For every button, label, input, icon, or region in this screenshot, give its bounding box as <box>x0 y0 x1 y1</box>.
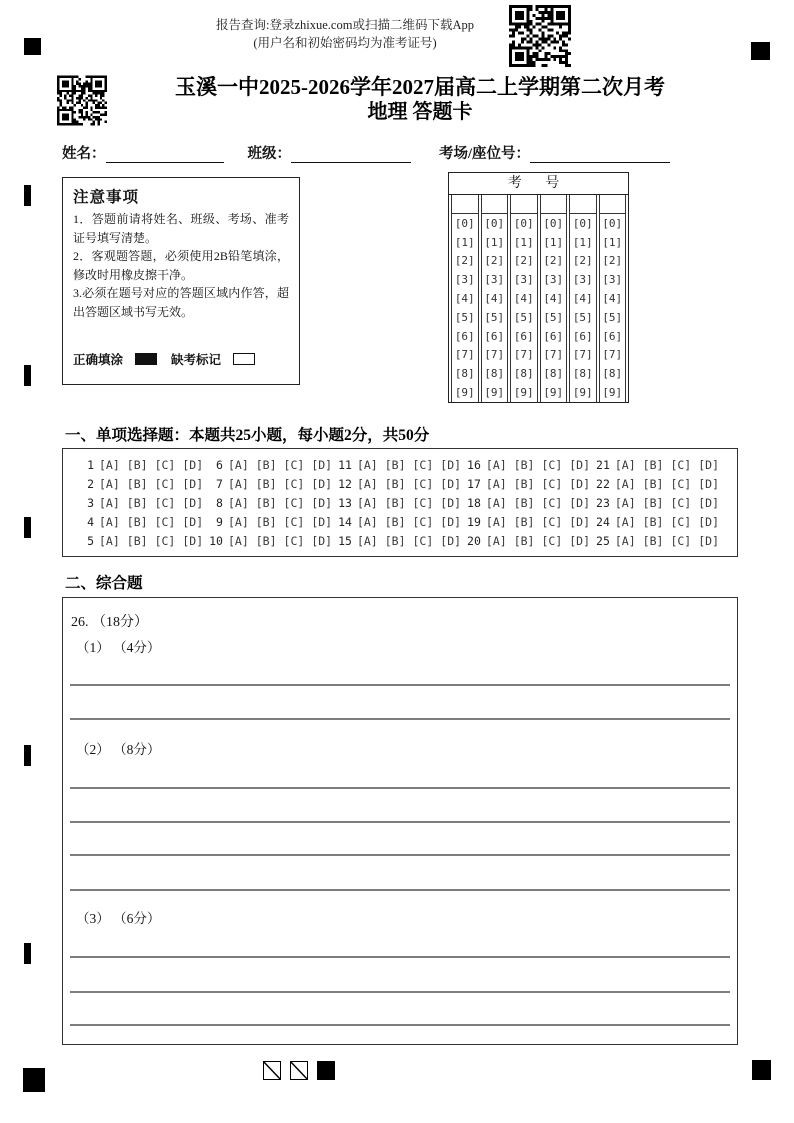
mc-option-bubble[interactable]: [A] <box>356 533 378 548</box>
exam-number-digit-bubble[interactable]: [6] <box>572 329 593 343</box>
exam-number-digit-bubble[interactable]: [6] <box>484 329 505 343</box>
mc-option-bubble[interactable]: [D] <box>569 457 591 472</box>
mc-option-bubble[interactable]: [C] <box>541 495 563 510</box>
mc-option-bubble[interactable]: [D] <box>440 495 462 510</box>
exam-number-digit-bubble[interactable]: [4] <box>454 292 475 306</box>
mc-option-bubble[interactable]: [C] <box>154 514 176 529</box>
exam-number-digit-bubble[interactable]: [1] <box>513 235 534 249</box>
report-query-note <box>130 16 560 52</box>
exam-number-digit-bubble[interactable]: [8] <box>543 367 564 381</box>
mc-option-bubble[interactable]: [B] <box>513 495 535 510</box>
mc-option-bubble[interactable]: [A] <box>356 476 378 491</box>
registration-mark-left <box>24 943 31 964</box>
exam-number-digit-bubble[interactable]: [2] <box>602 254 623 268</box>
mc-option-bubble[interactable]: [D] <box>698 514 719 529</box>
exam-number-digit-bubble[interactable]: [7] <box>513 348 534 362</box>
mc-question-row <box>77 534 203 548</box>
exam-number-digit-bubble[interactable]: [4] <box>543 292 564 306</box>
section2-title: 二、综合题 <box>65 575 143 592</box>
exam-number-digit-bubble[interactable]: [2] <box>484 254 505 268</box>
mc-option-bubble[interactable]: [D] <box>698 533 719 548</box>
mc-option-bubble[interactable]: [C] <box>154 457 176 472</box>
mc-option-bubble[interactable]: [B] <box>513 533 535 548</box>
mc-question-row <box>206 477 332 491</box>
mc-option-bubble[interactable]: [C] <box>412 495 434 510</box>
exam-number-column <box>510 195 538 402</box>
calibration-slash-mark-icon <box>263 1061 281 1080</box>
mc-question-row <box>335 496 461 510</box>
mc-option-bubble[interactable]: [A] <box>227 533 249 548</box>
mc-option-bubble[interactable]: [C] <box>541 533 563 548</box>
absent-mark-sample-icon <box>233 353 255 365</box>
mc-question-number: 16 <box>467 457 481 472</box>
exam-number-digit-bubble[interactable]: [4] <box>572 292 593 306</box>
mc-option-bubble[interactable]: [B] <box>642 457 664 472</box>
exam-number-digit-bubble[interactable]: [5] <box>602 310 623 324</box>
exam-number-digit-bubble[interactable]: [7] <box>543 348 564 362</box>
exam-number-title: 考 号 <box>449 173 628 195</box>
exam-number-column <box>451 195 479 402</box>
mc-option-bubble[interactable]: [C] <box>541 514 563 529</box>
exam-number-digit-bubble[interactable]: [9] <box>572 386 593 400</box>
mc-option-bubble[interactable]: [A] <box>614 495 636 510</box>
mc-option-bubble[interactable]: [D] <box>440 476 462 491</box>
exam-number-digit-bubble[interactable]: [4] <box>602 292 623 306</box>
mc-question-row <box>593 496 719 510</box>
exam-number-digit-bubble[interactable]: [8] <box>513 367 534 381</box>
exam-number-digit-bubble[interactable]: [8] <box>484 367 505 381</box>
mc-option-bubble[interactable]: [A] <box>99 533 120 548</box>
exam-number-digit-bubble[interactable]: [1] <box>602 235 623 249</box>
mc-option-bubble[interactable]: [D] <box>182 476 204 491</box>
mc-question-row <box>77 515 203 529</box>
exam-number-digit-bubble[interactable]: [3] <box>484 273 505 287</box>
exam-number-digit-bubble[interactable]: [7] <box>572 348 593 362</box>
page-title <box>110 74 730 125</box>
exam-number-digit-bubble[interactable]: [9] <box>602 386 623 400</box>
mc-question-number: 8 <box>216 495 223 510</box>
exam-number-digit-bubble[interactable]: [0] <box>543 216 564 230</box>
mc-option-bubble[interactable]: [C] <box>283 495 305 510</box>
answer-line[interactable] <box>70 684 730 686</box>
mc-question-row <box>77 496 203 510</box>
mc-column <box>335 455 461 550</box>
mc-option-bubble[interactable]: [A] <box>614 514 636 529</box>
report-query-line2: (用户名和初始密码均为准考证号) <box>253 36 437 51</box>
notice-item-3: 3.必须在题号对应的答题区域内作答，超出答题区域书写无效。 <box>73 286 289 319</box>
mc-question-number: 9 <box>216 514 223 529</box>
mc-question-row <box>335 458 461 472</box>
registration-mark-left <box>24 745 31 766</box>
exam-number-digit-bubble[interactable]: [1] <box>543 235 564 249</box>
mc-option-bubble[interactable]: [B] <box>126 476 148 491</box>
mc-option-bubble[interactable]: [D] <box>440 533 462 548</box>
mc-option-bubble[interactable]: [B] <box>255 495 277 510</box>
mc-question-row <box>206 534 332 548</box>
seat-label: 考场/座位号： <box>439 146 531 162</box>
exam-number-digit-bubble[interactable]: [7] <box>484 348 505 362</box>
exam-number-digit-bubble[interactable]: [6] <box>602 329 623 343</box>
exam-number-digit-bubble[interactable]: [6] <box>543 329 564 343</box>
mc-option-bubble[interactable]: [C] <box>412 457 434 472</box>
mc-option-bubble[interactable]: [B] <box>642 514 664 529</box>
question-part-label: （3） （6分） <box>76 911 161 926</box>
comprehensive-answer-box[interactable] <box>62 597 738 1045</box>
exam-number-digit-bubble[interactable]: [1] <box>454 235 475 249</box>
exam-number-write-cell[interactable] <box>482 195 508 214</box>
exam-number-digit-bubble[interactable]: [4] <box>484 292 505 306</box>
mc-option-bubble[interactable]: [D] <box>182 457 204 472</box>
mc-option-bubble[interactable]: [C] <box>283 457 305 472</box>
exam-title-line1: 玉溪一中2025-2026学年2027届高二上学期第二次月考 <box>175 75 665 99</box>
exam-number-write-cell[interactable] <box>511 195 537 214</box>
mc-option-bubble[interactable]: [A] <box>485 495 507 510</box>
mc-question-number: 21 <box>596 457 610 472</box>
seat-input-line[interactable] <box>530 147 670 163</box>
mc-question-number: 7 <box>216 476 223 491</box>
mc-option-bubble[interactable]: [B] <box>126 533 148 548</box>
exam-number-write-cell[interactable] <box>570 195 596 214</box>
exam-number-digit-bubble[interactable]: [5] <box>543 310 564 324</box>
mc-option-bubble[interactable]: [C] <box>412 476 434 491</box>
mc-option-bubble[interactable]: [B] <box>126 495 148 510</box>
mc-option-bubble[interactable]: [B] <box>642 476 664 491</box>
exam-number-digit-bubble[interactable]: [5] <box>572 310 593 324</box>
class-input-line[interactable] <box>291 147 411 163</box>
mc-option-bubble[interactable]: [B] <box>126 457 148 472</box>
exam-number-digit-bubble[interactable]: [6] <box>513 329 534 343</box>
mc-option-bubble[interactable]: [C] <box>154 533 176 548</box>
exam-number-digit-bubble[interactable]: [3] <box>543 273 564 287</box>
mc-option-bubble[interactable]: [D] <box>440 457 462 472</box>
exam-title-line2: 地理 答题卡 <box>367 101 473 124</box>
exam-number-digit-bubble[interactable]: [0] <box>572 216 593 230</box>
mc-option-bubble[interactable]: [C] <box>283 533 305 548</box>
absent-mark-label: 缺考标记 <box>171 353 222 367</box>
mc-option-bubble[interactable]: [B] <box>384 533 406 548</box>
mc-option-bubble[interactable]: [A] <box>614 533 636 548</box>
mc-question-row <box>593 534 719 548</box>
registration-mark-left <box>24 185 31 206</box>
exam-number-digit-bubble[interactable]: [0] <box>484 216 505 230</box>
mc-option-bubble[interactable]: [A] <box>614 457 636 472</box>
qr-code-sheet-icon <box>57 73 107 128</box>
mc-option-bubble[interactable]: [B] <box>513 476 535 491</box>
mc-option-bubble[interactable]: [A] <box>356 457 378 472</box>
exam-number-digit-bubble[interactable]: [6] <box>454 329 475 343</box>
registration-mark-left <box>24 365 31 386</box>
mc-question-row <box>335 534 461 548</box>
mc-question-row <box>335 515 461 529</box>
mc-question-number: 1 <box>87 457 94 472</box>
mc-option-bubble[interactable]: [A] <box>614 476 636 491</box>
mc-option-bubble[interactable]: [B] <box>642 533 664 548</box>
mc-option-bubble[interactable]: [D] <box>440 514 462 529</box>
exam-number-digit-bubble[interactable]: [9] <box>454 386 475 400</box>
exam-number-digit-bubble[interactable]: [3] <box>602 273 623 287</box>
mc-option-bubble[interactable]: [D] <box>182 514 204 529</box>
mc-question-number: 4 <box>87 514 94 529</box>
mc-option-bubble[interactable]: [D] <box>569 476 591 491</box>
mc-question-number: 5 <box>87 533 94 548</box>
mc-option-bubble[interactable]: [A] <box>227 476 249 491</box>
exam-number-column <box>569 195 597 402</box>
mc-option-bubble[interactable]: [A] <box>99 457 120 472</box>
registration-mark-top-right <box>751 42 770 60</box>
bottom-calibration-marks <box>263 1061 335 1080</box>
mc-option-bubble[interactable]: [C] <box>154 476 176 491</box>
mc-option-bubble[interactable]: [C] <box>670 476 692 491</box>
exam-number-digit-bubble[interactable]: [5] <box>484 310 505 324</box>
mc-option-bubble[interactable]: [D] <box>569 514 591 529</box>
mc-question-row <box>464 515 590 529</box>
exam-number-write-cell[interactable] <box>600 195 626 214</box>
student-info-row <box>62 143 738 163</box>
report-query-line1: 报告查询:登录zhixue.com或扫描二维码下载App <box>216 18 474 32</box>
mc-option-bubble[interactable]: [D] <box>182 495 204 510</box>
answer-line[interactable] <box>70 1024 730 1026</box>
mc-option-bubble[interactable]: [A] <box>356 514 378 529</box>
mc-option-bubble[interactable]: [D] <box>698 457 719 472</box>
mc-question-row <box>206 458 332 472</box>
exam-number-digit-bubble[interactable]: [8] <box>602 367 623 381</box>
mc-option-bubble[interactable]: [D] <box>182 533 204 548</box>
mc-column <box>77 455 203 550</box>
section1-title: 一、单项选择题：本题共25小题，每小题2分，共50分 <box>65 427 430 444</box>
mc-option-bubble[interactable]: [A] <box>485 476 507 491</box>
mc-option-bubble[interactable]: [C] <box>670 533 692 548</box>
mc-option-bubble[interactable]: [A] <box>227 495 249 510</box>
mc-question-row <box>593 515 719 529</box>
calibration-filled-mark-icon <box>317 1061 335 1080</box>
registration-mark-top-left <box>24 38 41 55</box>
notice-title: 注意事项 <box>73 189 140 206</box>
exam-number-digit-bubble[interactable]: [1] <box>484 235 505 249</box>
mc-option-bubble[interactable]: [D] <box>698 476 719 491</box>
mc-option-bubble[interactable]: [B] <box>384 476 406 491</box>
mc-question-number: 19 <box>467 514 481 529</box>
mc-option-bubble[interactable]: [B] <box>255 457 277 472</box>
mc-question-number: 20 <box>467 533 481 548</box>
mc-question-row <box>593 477 719 491</box>
mc-question-row <box>464 458 590 472</box>
mc-question-row <box>77 458 203 472</box>
registration-mark-left <box>24 517 31 538</box>
mc-question-number: 23 <box>596 495 610 510</box>
mc-column <box>206 455 332 550</box>
mc-question-number: 12 <box>338 476 352 491</box>
answer-line[interactable] <box>70 787 730 789</box>
mc-option-bubble[interactable]: [B] <box>384 457 406 472</box>
registration-mark-bottom-right <box>752 1060 771 1080</box>
mc-option-bubble[interactable]: [C] <box>670 514 692 529</box>
notice-item-2: 2．客观题答题，必须使用2B铅笔填涂，修改时用橡皮擦干净。 <box>73 249 289 282</box>
mc-question-number: 22 <box>596 476 610 491</box>
exam-number-digit-bubble[interactable]: [3] <box>513 273 534 287</box>
mc-option-bubble[interactable]: [B] <box>384 495 406 510</box>
exam-number-digit-bubble[interactable]: [8] <box>572 367 593 381</box>
mc-option-bubble[interactable]: [D] <box>698 495 719 510</box>
mc-question-row <box>206 496 332 510</box>
class-label: 班级： <box>247 146 291 162</box>
mc-option-bubble[interactable]: [C] <box>283 514 305 529</box>
mc-option-bubble[interactable]: [B] <box>513 457 535 472</box>
exam-number-digit-bubble[interactable]: [2] <box>454 254 475 268</box>
mc-option-bubble[interactable]: [C] <box>541 476 563 491</box>
exam-number-column <box>599 195 627 402</box>
exam-number-digit-bubble[interactable]: [2] <box>543 254 564 268</box>
mc-option-bubble[interactable]: [C] <box>283 476 305 491</box>
mc-question-row <box>464 496 590 510</box>
exam-number-digit-bubble[interactable]: [9] <box>484 386 505 400</box>
mc-question-row <box>593 458 719 472</box>
exam-number-write-cell[interactable] <box>541 195 567 214</box>
mc-question-number: 24 <box>596 514 610 529</box>
exam-number-digit-bubble[interactable]: [7] <box>454 348 475 362</box>
mc-option-bubble[interactable]: [D] <box>311 476 333 491</box>
mc-option-bubble[interactable]: [C] <box>154 495 176 510</box>
multiple-choice-grid <box>62 448 738 557</box>
mc-option-bubble[interactable]: [A] <box>99 495 120 510</box>
mc-option-bubble[interactable]: [A] <box>99 476 120 491</box>
question-part-label: （2） （8分） <box>76 742 161 757</box>
mc-option-bubble[interactable]: [D] <box>311 495 333 510</box>
exam-number-digit-bubble[interactable]: [3] <box>454 273 475 287</box>
exam-number-column <box>481 195 509 402</box>
mc-option-bubble[interactable]: [A] <box>485 457 507 472</box>
mc-option-bubble[interactable]: [C] <box>412 514 434 529</box>
mc-option-bubble[interactable]: [B] <box>255 533 277 548</box>
exam-number-digit-bubble[interactable]: [4] <box>513 292 534 306</box>
name-input-line[interactable] <box>106 147 224 163</box>
name-label: 姓名： <box>62 146 106 162</box>
mc-question-number: 17 <box>467 476 481 491</box>
mc-question-number: 18 <box>467 495 481 510</box>
exam-number-digit-bubble[interactable]: [9] <box>513 386 534 400</box>
mc-option-bubble[interactable]: [A] <box>485 514 507 529</box>
mc-option-bubble[interactable]: [C] <box>670 457 692 472</box>
mc-question-number: 2 <box>87 476 94 491</box>
mc-column <box>464 455 590 550</box>
mc-option-bubble[interactable]: [C] <box>541 457 563 472</box>
mc-question-row <box>77 477 203 491</box>
mc-option-bubble[interactable]: [B] <box>255 476 277 491</box>
exam-number-digit-bubble[interactable]: [8] <box>454 367 475 381</box>
mc-question-row <box>464 477 590 491</box>
exam-number-digit-bubble[interactable]: [0] <box>513 216 534 230</box>
mc-question-number: 13 <box>338 495 352 510</box>
mc-option-bubble[interactable]: [D] <box>311 514 333 529</box>
mc-option-bubble[interactable]: [D] <box>311 533 333 548</box>
calibration-slash-mark-icon <box>290 1061 308 1080</box>
answer-line[interactable] <box>70 889 730 891</box>
exam-number-digit-bubble[interactable]: [7] <box>602 348 623 362</box>
mc-question-number: 6 <box>216 457 223 472</box>
exam-number-grid <box>448 172 629 403</box>
mc-option-bubble[interactable]: [C] <box>670 495 692 510</box>
mc-option-bubble[interactable]: [A] <box>356 495 378 510</box>
exam-number-digit-bubble[interactable]: [2] <box>513 254 534 268</box>
mc-column <box>593 455 719 550</box>
mc-question-row <box>206 515 332 529</box>
answer-line[interactable] <box>70 821 730 823</box>
correct-fill-sample-icon <box>135 353 157 365</box>
registration-mark-bottom-left <box>23 1068 45 1092</box>
exam-number-digit-bubble[interactable]: [9] <box>543 386 564 400</box>
mc-option-bubble[interactable]: [B] <box>255 514 277 529</box>
exam-number-digit-bubble[interactable]: [1] <box>572 235 593 249</box>
mc-option-bubble[interactable]: [B] <box>384 514 406 529</box>
mc-question-row <box>335 477 461 491</box>
qr-code-app-download-icon <box>508 5 572 67</box>
mc-question-number: 10 <box>209 533 223 548</box>
exam-number-write-cell[interactable] <box>452 195 478 214</box>
mc-question-number: 14 <box>338 514 352 529</box>
mc-question-number: 15 <box>338 533 352 548</box>
exam-number-column <box>540 195 568 402</box>
mc-option-bubble[interactable]: [A] <box>227 457 249 472</box>
answer-line[interactable] <box>70 956 730 958</box>
mc-question-number: 11 <box>338 457 352 472</box>
mc-option-bubble[interactable]: [B] <box>642 495 664 510</box>
mc-option-bubble[interactable]: [A] <box>485 533 507 548</box>
question-26-label: 26. （18分） <box>71 615 148 630</box>
exam-number-digit-bubble[interactable]: [3] <box>572 273 593 287</box>
fill-legend <box>73 350 289 368</box>
mc-question-number: 3 <box>87 495 94 510</box>
notice-item-1: 1．答题前请将姓名、班级、考场、准考证号填写清楚。 <box>73 212 289 245</box>
exam-number-digit-bubble[interactable]: [0] <box>602 216 623 230</box>
mc-option-bubble[interactable]: [D] <box>569 495 591 510</box>
mc-option-bubble[interactable]: [C] <box>412 533 434 548</box>
exam-number-digit-bubble[interactable]: [5] <box>513 310 534 324</box>
mc-question-row <box>464 534 590 548</box>
mc-option-bubble[interactable]: [D] <box>311 457 333 472</box>
mc-option-bubble[interactable]: [B] <box>513 514 535 529</box>
notice-box <box>62 177 300 385</box>
mc-option-bubble[interactable]: [D] <box>569 533 591 548</box>
mc-option-bubble[interactable]: [A] <box>99 514 120 529</box>
mc-option-bubble[interactable]: [B] <box>126 514 148 529</box>
exam-number-digit-bubble[interactable]: [2] <box>572 254 593 268</box>
mc-option-bubble[interactable]: [A] <box>227 514 249 529</box>
answer-line[interactable] <box>70 991 730 993</box>
question-part-label: （1） （4分） <box>76 640 161 655</box>
mc-question-number: 25 <box>596 533 610 548</box>
exam-number-digit-bubble[interactable]: [0] <box>454 216 475 230</box>
correct-fill-label: 正确填涂 <box>73 353 124 367</box>
answer-line[interactable] <box>70 718 730 720</box>
exam-number-digit-bubble[interactable]: [5] <box>454 310 475 324</box>
answer-line[interactable] <box>70 854 730 856</box>
